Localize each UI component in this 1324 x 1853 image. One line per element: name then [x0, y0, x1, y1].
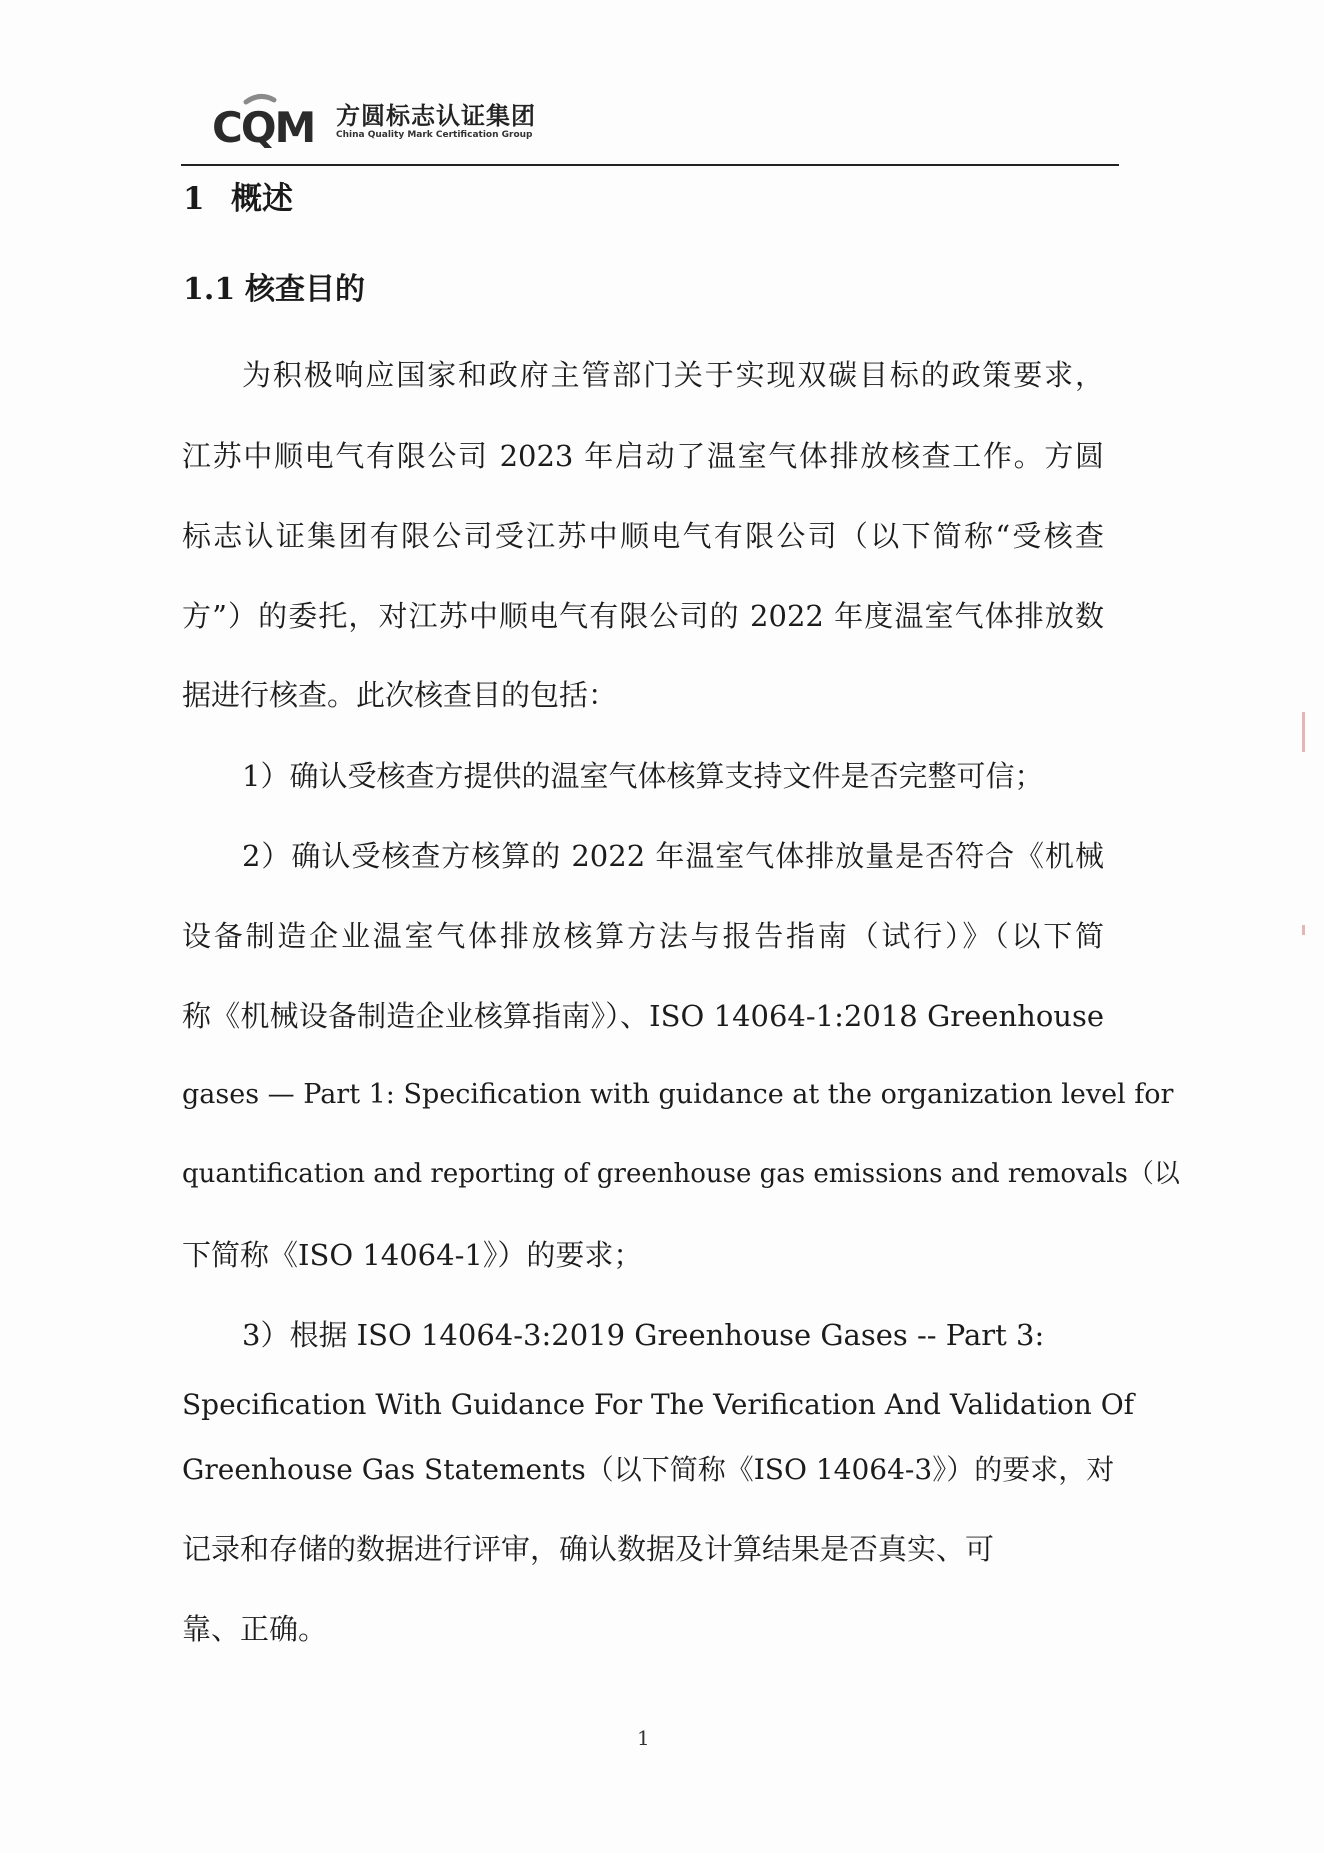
section-heading: [183, 173, 293, 218]
body-line: 江苏中顺电气有限公司 2023 年启动了温室气体排放核查工作。方圆: [182, 439, 1104, 473]
list-item: 1）确认受核查方提供的温室气体核算支持文件是否完整可信；: [242, 759, 1044, 793]
body-line: 标志认证集团有限公司受江苏中顺电气有限公司（以下简称“受核查: [182, 519, 1104, 553]
list-item: 3）根据 ISO 14064-3:2019 Greenhouse Gases -- Part 3:: [242, 1318, 1045, 1352]
header-divider: [181, 164, 1119, 166]
body-line: 记录和存储的数据进行评审，确认数据及计算结果是否真实、可: [182, 1532, 995, 1566]
body-line: Specification With Guidance For The Verification And Validation Of: [182, 1388, 1135, 1421]
body-line: quantification and reporting of greenhouse gas emissions and removals（以: [182, 1159, 1180, 1189]
company-name-cn: 方圆标志认证集团: [336, 102, 536, 130]
body-line: 称《机械设备制造企业核算指南》）、ISO 14064-1:2018 Greenhouse: [182, 999, 1104, 1033]
cqm-logo: [212, 90, 324, 150]
body-line: 据进行核查。此次核查目的包括：: [182, 678, 618, 712]
section-number: 1: [183, 181, 205, 217]
body-line: gases — Part 1: Specification with guidance at the organization level for: [182, 1079, 1174, 1110]
body-line: Greenhouse Gas Statements（以下简称《ISO 14064-3》）的要求，对: [182, 1453, 1115, 1486]
logo-letters: CQM: [212, 103, 315, 150]
subsection-title: 核查目的: [245, 272, 365, 307]
company-name-en: China Quality Mark Certification Group: [336, 130, 533, 140]
body-line: 为积极响应国家和政府主管部门关于实现双碳目标的政策要求，: [242, 358, 1104, 392]
subsection-heading: [183, 264, 365, 308]
document-header: [212, 90, 1112, 160]
subsection-number: 1.1: [183, 272, 236, 307]
body-line: 方”）的委托，对江苏中顺电气有限公司的 2022 年度温室气体排放数: [182, 599, 1104, 633]
section-title: 概述: [231, 181, 293, 217]
body-line: 设备制造企业温室气体排放核算方法与报告指南（试行）》（以下简: [182, 919, 1104, 953]
list-item: 2）确认受核查方核算的 2022 年温室气体排放量是否符合《机械: [242, 839, 1104, 873]
scan-artifact: [1302, 712, 1305, 752]
page-number: 1: [637, 1726, 650, 1750]
body-line: 靠、正确。: [182, 1612, 328, 1646]
body-line: 下简称《ISO 14064-1》）的要求；: [182, 1238, 643, 1272]
scan-artifact: [1302, 925, 1305, 935]
